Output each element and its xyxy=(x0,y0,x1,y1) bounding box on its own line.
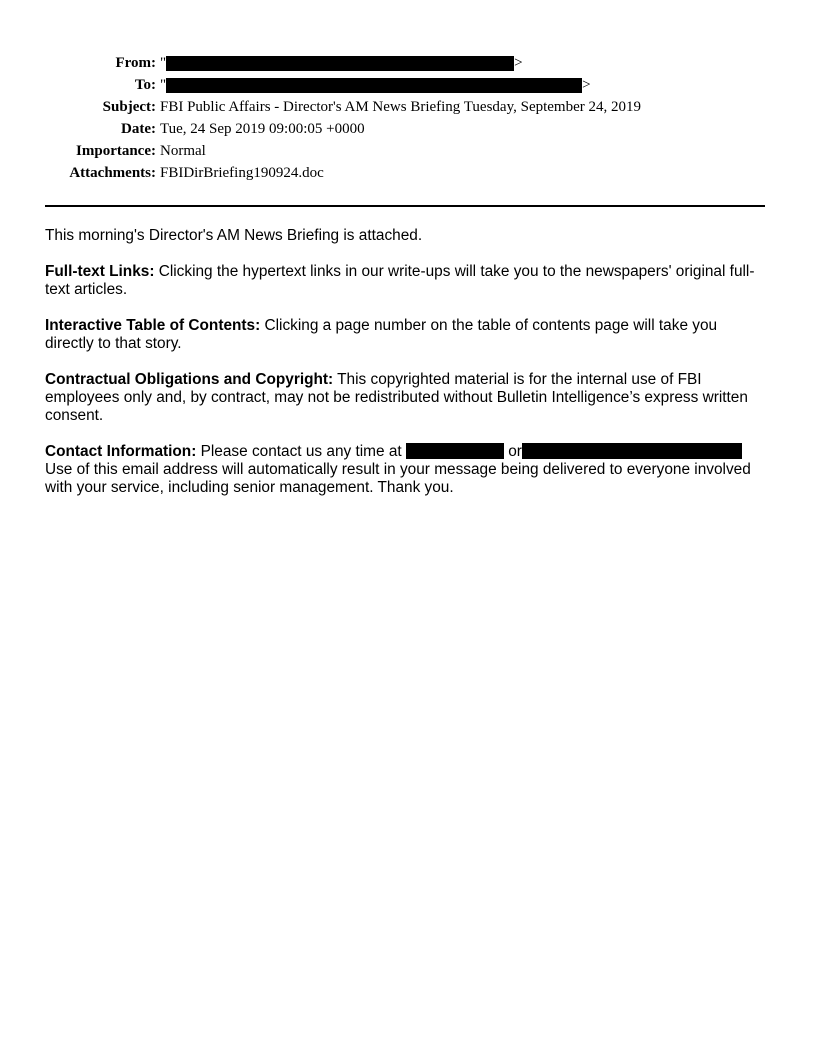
copyright-heading: Contractual Obligations and Copyright: xyxy=(45,371,334,388)
importance-row xyxy=(0,140,816,162)
copyright-text: This copyrighted material is for the internal use of FBI employees only and, by contract, may not be redistributed without Bulletin Intelligence’s express written consent. xyxy=(45,371,748,424)
to-redaction xyxy=(166,78,582,93)
contact-text-before: Please contact us any time at xyxy=(196,443,406,460)
from-value xyxy=(160,52,523,74)
to-suffix: > xyxy=(582,77,591,93)
toc-heading: Interactive Table of Contents: xyxy=(45,317,261,334)
subject-label: Subject: xyxy=(102,99,156,115)
toc-text: Clicking a page number on the table of contents page will take you directly to that story. xyxy=(45,317,718,352)
contact-email-redaction xyxy=(522,443,742,459)
fulltext-text: Clicking the hypertext links in our write-ups will take you to the newspapers' original full-text articles. xyxy=(45,263,755,298)
from-label: From: xyxy=(115,55,156,71)
contact-paragraph xyxy=(45,443,765,497)
to-row xyxy=(0,74,816,96)
from-row xyxy=(0,52,816,74)
attachments-row xyxy=(0,162,816,184)
fulltext-paragraph xyxy=(45,263,765,299)
date-label: Date: xyxy=(121,121,156,137)
intro-paragraph: This morning's Director's AM News Briefing is attached. xyxy=(45,227,423,244)
importance-label: Importance: xyxy=(76,143,156,159)
subject-row xyxy=(0,96,816,118)
from-prefix: " xyxy=(160,55,167,71)
date-value: Tue, 24 Sep 2019 09:00:05 +0000 xyxy=(160,121,365,137)
header-divider xyxy=(45,205,765,207)
date-row xyxy=(0,118,816,140)
contact-phone-redaction xyxy=(406,443,504,459)
from-suffix: > xyxy=(514,55,523,71)
to-value xyxy=(160,74,591,96)
copyright-paragraph xyxy=(45,371,765,425)
contact-heading: Contact Information: xyxy=(45,443,197,460)
contact-text-middle: or xyxy=(503,443,522,460)
email-header xyxy=(0,52,816,184)
importance-value: Normal xyxy=(160,143,206,159)
contact-text-after: Use of this email address will automatically result in your message being delivered to everyone involved with your service, including senior management. Thank you. xyxy=(45,461,751,496)
from-redaction xyxy=(166,56,514,71)
attachments-label: Attachments: xyxy=(69,165,156,181)
email-body xyxy=(45,227,765,515)
fulltext-heading: Full-text Links: xyxy=(45,263,155,280)
attachments-value[interactable]: FBIDirBriefing190924.doc xyxy=(160,165,324,181)
to-prefix: " xyxy=(160,77,167,93)
toc-paragraph xyxy=(45,317,765,353)
to-label: To: xyxy=(134,77,156,93)
subject-value: FBI Public Affairs - Director's AM News Briefing Tuesday, September 24, 2019 xyxy=(160,99,641,115)
